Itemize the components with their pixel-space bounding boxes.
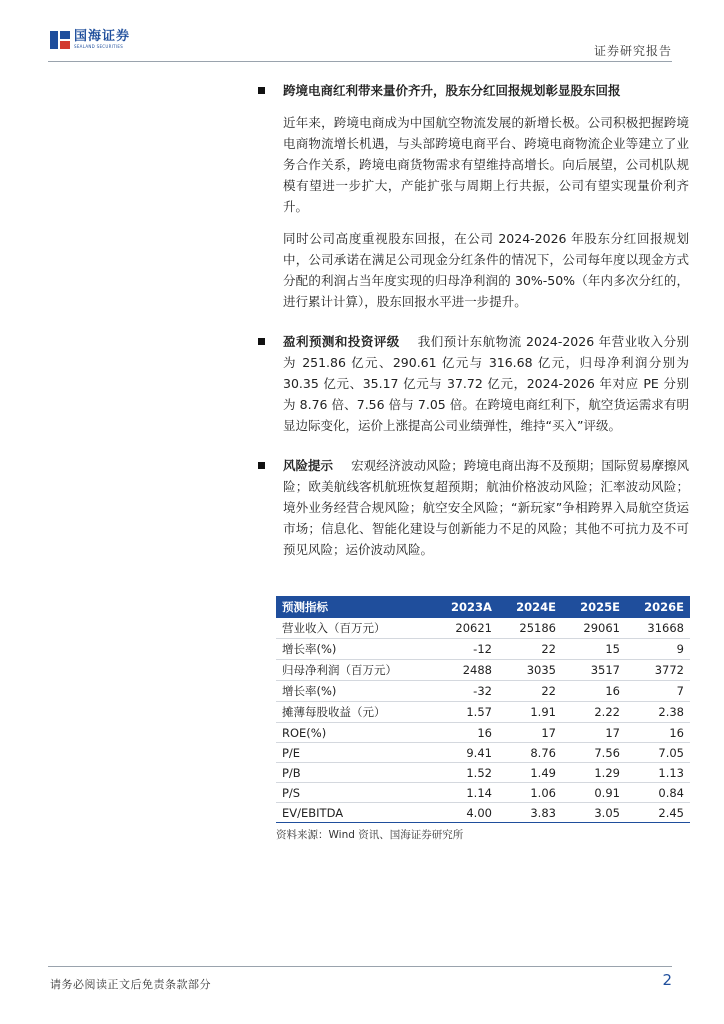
table-source-note: 资料来源：Wind 资讯、国海证券研究所 xyxy=(276,829,464,841)
table-row-label: EV/EBITDA xyxy=(276,803,433,823)
table-cell: 3.83 xyxy=(498,803,562,823)
table-cell: 16 xyxy=(626,723,690,743)
section1-paragraph-2: 同时公司高度重视股东回报，在公司 2024-2026 年股东分红回报规划中，公司承诺在满足公司现金分红条件的情况下，公司每年度以现金方式分配的利润占当年度实现的归母净利润的 30%-50%（年内多次分红的，进行累计计算），股东回报水平进一步提升。 xyxy=(283,231,689,309)
footer-divider xyxy=(48,966,672,967)
table-cell: 16 xyxy=(433,723,498,743)
table-row-label: 摊薄每股收益（元） xyxy=(276,702,433,723)
page-number: 2 xyxy=(662,971,672,989)
table-row xyxy=(276,803,690,823)
table-row xyxy=(276,660,690,681)
table-cell: -32 xyxy=(433,681,498,702)
table-cell: 17 xyxy=(498,723,562,743)
logo-name-en: SEALAND SECURITIES xyxy=(74,44,124,49)
table-header-cell: 2025E xyxy=(580,600,620,614)
table-cell: 7.56 xyxy=(562,743,626,763)
table-cell: 20621 xyxy=(433,618,498,639)
section-heading xyxy=(283,80,689,101)
table-row xyxy=(276,681,690,702)
table-row-label: P/S xyxy=(276,783,433,803)
table-row-label: 增长率(%) xyxy=(276,639,433,660)
company-logo xyxy=(50,30,130,49)
table-cell: 3035 xyxy=(498,660,562,681)
table-row-label: 归母净利润（百万元） xyxy=(276,660,433,681)
footer-disclaimer: 请务必阅读正文后免责条款部分 xyxy=(50,978,211,991)
table-header-cell: 2026E xyxy=(644,600,684,614)
table-cell: 0.91 xyxy=(562,783,626,803)
table-cell: 2.38 xyxy=(626,702,690,723)
table-cell: 9.41 xyxy=(433,743,498,763)
table-row-label: 增长率(%) xyxy=(276,681,433,702)
table-row xyxy=(276,783,690,803)
logo-icon xyxy=(50,31,70,49)
page-header xyxy=(0,0,724,62)
header-divider xyxy=(48,61,672,62)
table-row xyxy=(276,763,690,783)
table-header-cell: 2023A xyxy=(451,600,492,614)
table-cell: 7.05 xyxy=(626,743,690,763)
table-cell: 29061 xyxy=(562,618,626,639)
table-row xyxy=(276,702,690,723)
table-cell: 17 xyxy=(562,723,626,743)
table-cell: 1.13 xyxy=(626,763,690,783)
table-cell: 2488 xyxy=(433,660,498,681)
main-content xyxy=(283,80,689,570)
table-cell: 1.52 xyxy=(433,763,498,783)
table-row-label: 营业收入（百万元） xyxy=(276,618,433,639)
section3-title: 风险提示 xyxy=(283,458,334,473)
bullet-icon xyxy=(258,462,265,469)
table-cell: 1.57 xyxy=(433,702,498,723)
table-cell: 4.00 xyxy=(433,803,498,823)
section3 xyxy=(283,455,689,560)
logo-name-cn: 国海证券 xyxy=(74,29,131,44)
report-type-label: 证券研究报告 xyxy=(593,44,672,58)
table-cell: 3772 xyxy=(626,660,690,681)
table-cell: 9 xyxy=(626,639,690,660)
section1-title: 跨境电商红利带来量价齐升，股东分红回报规划彰显股东回报 xyxy=(283,83,621,98)
table-cell: 1.29 xyxy=(562,763,626,783)
section2 xyxy=(283,331,689,436)
table-cell: -12 xyxy=(433,639,498,660)
table-cell: 1.14 xyxy=(433,783,498,803)
table-row-label: ROE(%) xyxy=(276,723,433,743)
table-cell: 1.06 xyxy=(498,783,562,803)
bullet-icon xyxy=(258,87,265,94)
table-row xyxy=(276,618,690,639)
bullet-icon xyxy=(258,338,265,345)
table-cell: 22 xyxy=(498,639,562,660)
table-cell: 3517 xyxy=(562,660,626,681)
forecast-table-container xyxy=(276,596,690,842)
table-row xyxy=(276,723,690,743)
table-header-row xyxy=(276,596,690,618)
table-cell: 2.45 xyxy=(626,803,690,823)
table-cell: 2.22 xyxy=(562,702,626,723)
section1-paragraph-1: 近年来，跨境电商成为中国航空物流发展的新增长极。公司积极把握跨境电商物流增长机遇，与头部跨境电商平台、跨境电商物流企业等建立了业务合作关系，跨境电商货物需求有望维持高增长。向后展望，公司机队规模有望进一步扩大，产能扩张与周期上行共振，公司有望实现量价利齐升。 xyxy=(283,115,689,214)
table-cell: 0.84 xyxy=(626,783,690,803)
table-header-cell: 2024E xyxy=(516,600,556,614)
table-cell: 15 xyxy=(562,639,626,660)
table-cell: 8.76 xyxy=(498,743,562,763)
table-row xyxy=(276,639,690,660)
section2-text: 我们预计东航物流 2024-2026 年营业收入分别为 251.86 亿元、290.61 亿元与 316.68 亿元，归母净利润分别为 30.35 亿元、35.17 亿元与 37.72 亿元，2024-2026 年对应 PE 分别为 8.76 倍、7.56 倍与 7.05 倍。在跨境电商红利下，航空货运需求有明显边际变化，运价上涨提高公司业绩弹性，维持“买入”评级。 xyxy=(283,334,689,433)
forecast-table xyxy=(276,596,690,823)
table-cell: 7 xyxy=(626,681,690,702)
table-row-label: P/E xyxy=(276,743,433,763)
table-row xyxy=(276,743,690,763)
section3-text: 宏观经济波动风险；跨境电商出海不及预期；国际贸易摩擦风险；欧美航线客机航班恢复超预期；航油价格波动风险；汇率波动风险；境外业务经营合规风险；航空安全风险；“新玩家”争相跨界入局航空货运市场；信息化、智能化建设与创新能力不足的风险；其他不可抗力及不可预见风险；运价波动风险。 xyxy=(283,458,689,557)
section2-title: 盈利预测和投资评级 xyxy=(283,334,400,349)
table-cell: 1.91 xyxy=(498,702,562,723)
table-cell: 3.05 xyxy=(562,803,626,823)
table-cell: 31668 xyxy=(626,618,690,639)
table-header-cell: 预测指标 xyxy=(282,600,328,614)
table-cell: 25186 xyxy=(498,618,562,639)
table-row-label: P/B xyxy=(276,763,433,783)
table-cell: 1.49 xyxy=(498,763,562,783)
table-cell: 16 xyxy=(562,681,626,702)
table-cell: 22 xyxy=(498,681,562,702)
